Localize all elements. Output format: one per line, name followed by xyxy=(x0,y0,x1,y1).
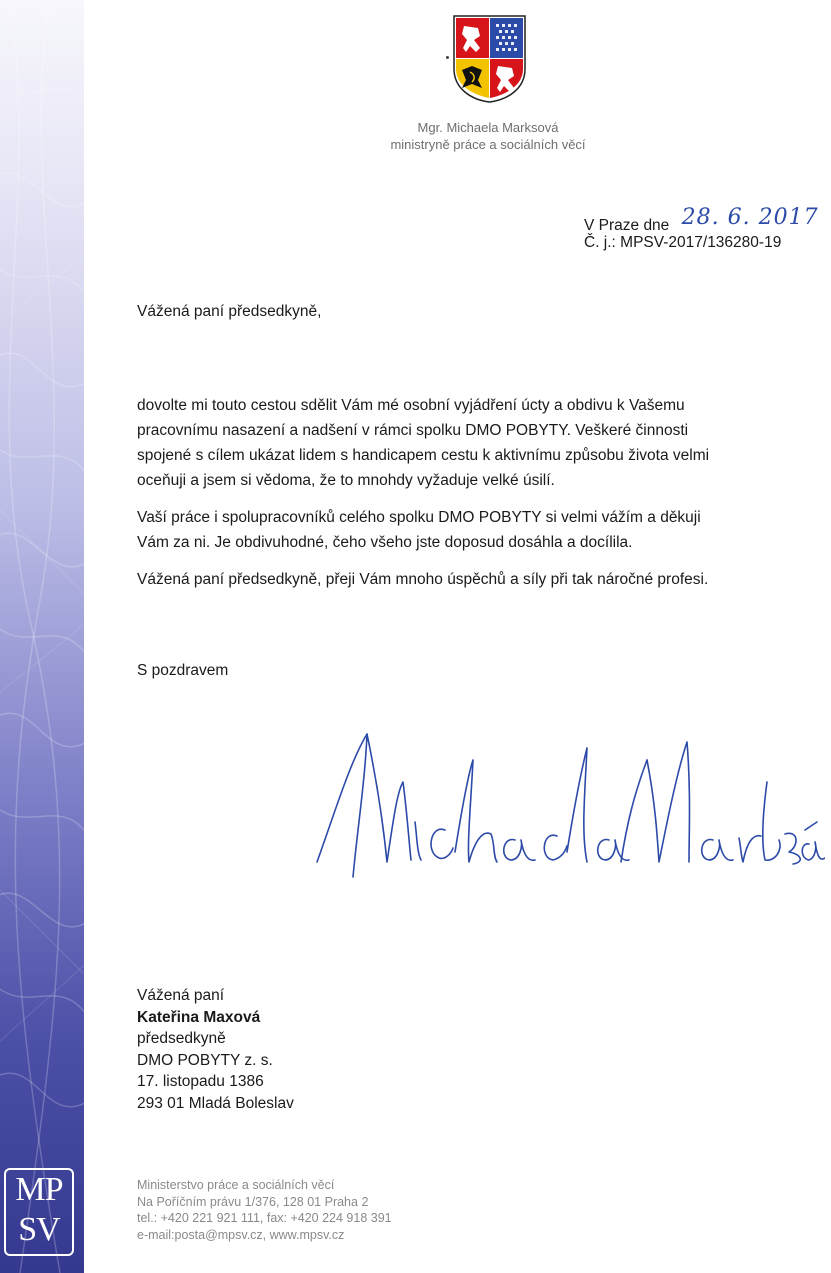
sender-name: Mgr. Michaela Marksová xyxy=(417,120,559,135)
mpsv-logo xyxy=(4,1168,74,1256)
paragraph-1 xyxy=(137,393,827,493)
recipient-name: Kateřina Maxová xyxy=(137,1008,261,1026)
sender-role: ministryně práce a sociálních věcí xyxy=(390,137,586,152)
decorative-dot xyxy=(446,56,449,59)
paragraph-line: Vám za ni. Je obdivuhodné, čeho všeho jste doposud dosáhla a docílila. xyxy=(137,534,633,551)
handwritten-date: 28. 6. 2017 xyxy=(681,205,819,230)
paragraph-line: pracovnímu nasazení a nadšení v rámci spolku DMO POBYTY. Veškeré činnosti xyxy=(137,422,689,439)
recipient-organization: DMO POBYTY z. s. xyxy=(137,1051,273,1069)
sidebar-pattern xyxy=(0,0,84,1273)
footer-phone: tel.: +420 221 921 111, fax: +420 224 918 391 xyxy=(137,1211,392,1225)
date-line xyxy=(584,205,819,236)
paragraph-line: Vaší práce i spolupracovníků celého spolku DMO POBYTY si velmi vážím a děkuji xyxy=(137,509,701,526)
mpsv-logo-line2: SV xyxy=(18,1211,60,1248)
paragraph-line: Vážená paní předsedkyně, přeji Vám mnoho úspěchů a síly při tak náročné profesi. xyxy=(137,571,709,588)
salutation: Vážená paní předsedkyně, xyxy=(137,303,322,320)
footer-contact xyxy=(137,1177,392,1243)
handwritten-signature xyxy=(305,712,825,907)
date-prefix: V Praze dne xyxy=(584,217,670,234)
recipient-street: 17. listopadu 1386 xyxy=(137,1073,264,1090)
paragraph-line: oceňuji a jsem si vědoma, že to mnohdy vyžaduje velké úsilí. xyxy=(137,472,555,489)
footer-email-web: e-mail:posta@mpsv.cz, www.mpsv.cz xyxy=(137,1227,345,1242)
paragraph-line: dovolte mi touto cestou sdělit Vám mé osobní vyjádření úcty a obdivu k Vašemu xyxy=(137,397,685,414)
recipient-title: předsedkyně xyxy=(137,1030,226,1047)
paragraph-line: spojené s cílem ukázat lidem s handicapem cestu k aktivnímu způsobu života velmi xyxy=(137,447,710,464)
mpsv-logo-line1: MP xyxy=(15,1171,63,1208)
recipient-city: 293 01 Mladá Boleslav xyxy=(137,1094,294,1112)
recipient-greeting: Vážená paní xyxy=(137,987,225,1004)
footer-organization: Ministerstvo práce a sociálních věcí xyxy=(137,1178,335,1192)
letter-body xyxy=(137,393,827,604)
decorative-sidebar xyxy=(0,0,84,1273)
paragraph-2 xyxy=(137,505,827,555)
recipient-address xyxy=(137,985,294,1114)
footer-address: Na Poříčním právu 1/376, 128 01 Praha 2 xyxy=(137,1194,369,1209)
closing: S pozdravem xyxy=(137,662,229,679)
coat-of-arms-icon xyxy=(452,14,527,104)
paragraph-3 xyxy=(137,567,827,592)
reference-number: Č. j.: MPSV-2017/136280-19 xyxy=(584,234,782,251)
